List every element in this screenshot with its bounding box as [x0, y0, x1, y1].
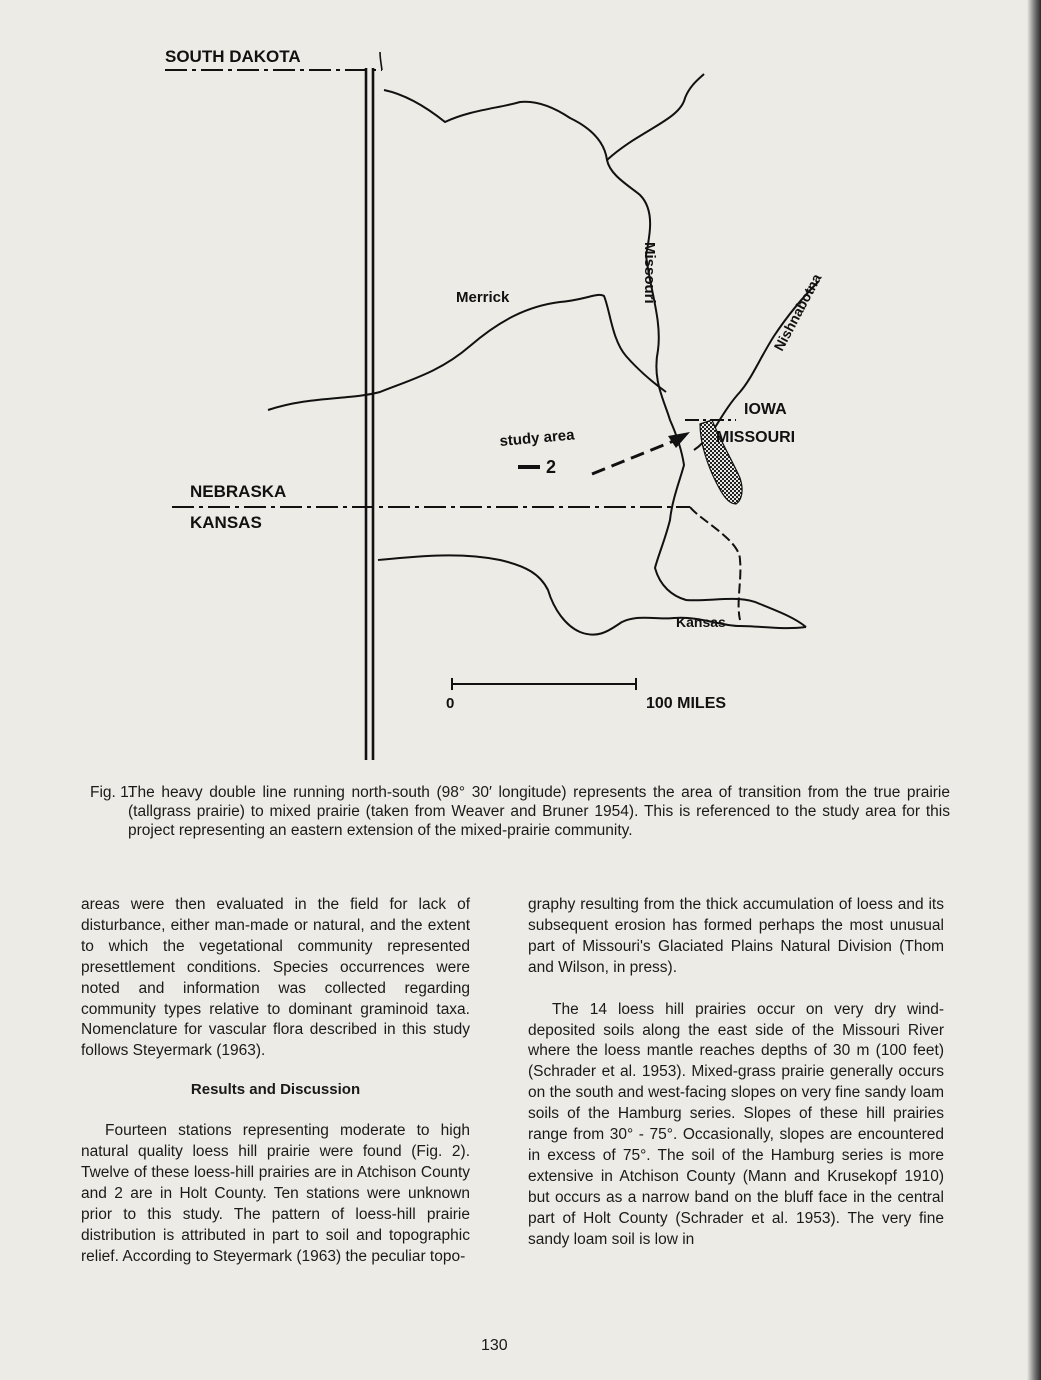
right-column	[528, 895, 944, 1251]
left-paragraph-2: Fourteen stations representing moderate to high natural quality loess hill prairie were found (Fig. 2). Twelve of these loess-hill prairies are in Atchison County and 2 are in Holt County. Ten stations were unknown prior to this study. The pattern of loess-hill prairie distribution is attributed in part to soil and topographic relief. According to Steyermark (1963) the peculiar topo-	[81, 1122, 470, 1265]
scale-distance-label: 100 MILES	[646, 695, 727, 712]
south-dakota-label: SOUTH DAKOTA	[165, 47, 301, 66]
kansas-river-label: Kansas	[676, 614, 726, 630]
kansas-missouri-border	[690, 507, 740, 620]
scale-zero-label: 0	[446, 695, 455, 712]
right-paragraph-1: graphy resulting from the thick accumulation of loess and its subsequent erosion has formed perhaps the most unusual part of Missouri's Glaciated Plains Natural Division (Thom and Wilson, in press).	[528, 896, 944, 976]
study-area-number: 2	[546, 457, 557, 477]
section-heading-results: Results and Discussion	[190, 1081, 361, 1099]
study-area-label: study area	[498, 426, 576, 450]
kansas-state-label: KANSAS	[190, 513, 262, 532]
page-edge-shadow	[1027, 0, 1041, 1380]
merrick-label: Merrick	[456, 289, 510, 306]
study-area-pointer	[592, 440, 676, 474]
missouri-river-label: Missouri	[641, 242, 658, 304]
missouri-river-upper	[607, 74, 704, 160]
missouri-river	[384, 90, 806, 627]
nishnabotna-river-label: Nishnabotna	[770, 271, 825, 354]
sd-iowa-border	[380, 52, 382, 70]
nebraska-label: NEBRASKA	[190, 482, 287, 501]
figure-number: Fig. 1.	[90, 784, 134, 801]
left-paragraph-1: areas were then evaluated in the field for lack of disturbance, either man-made or natural, and the extent to which the vegetational community represented presettlement conditions. Species occurrences were noted and information was collected regarding community types relative to dominant graminoid taxa. Nomenclature for vascular flora described in this study follows Steyermark (1963).	[81, 896, 470, 1060]
figure-caption-text: The heavy double line running north-south (98° 30′ longitude) represents the area of transition from the true prairie (tallgrass prairie) to mixed prairie (taken from Weaver and Bruner 1954). This is referenced to the study area for this project representing an eastern extension of the mixed-prairie community.	[128, 784, 950, 839]
kansas-river	[378, 555, 806, 634]
missouri-state-label: MISSOURI	[716, 429, 796, 446]
iowa-label: IOWA	[744, 401, 787, 418]
page-number: 130	[481, 1337, 508, 1354]
figure-caption	[90, 783, 950, 840]
platte-river	[268, 295, 666, 410]
right-paragraph-2: The 14 loess hill prairies occur on very dry wind-deposited soils along the east side of the Missouri River where the loess mantle reaches depths of 30 m (100 feet) (Schrader et al. 1953). Mixed-grass prairie generally occurs on the south and west-facing slopes on very fine sandy loam soils of the Hamburg series. Slopes of these hill prairies range from 30° - 75°. Occasionally, slopes are encountered in excess of 75°. The soil of the Hamburg series is more extensive in Atchison County (Mann and Krusekopf 1910) but occurs as a narrow band on the bluff face in the central part of Holt County (Schrader et al. 1953). The very fine sandy loam soil is low in	[528, 1000, 944, 1248]
left-column	[81, 895, 470, 1268]
